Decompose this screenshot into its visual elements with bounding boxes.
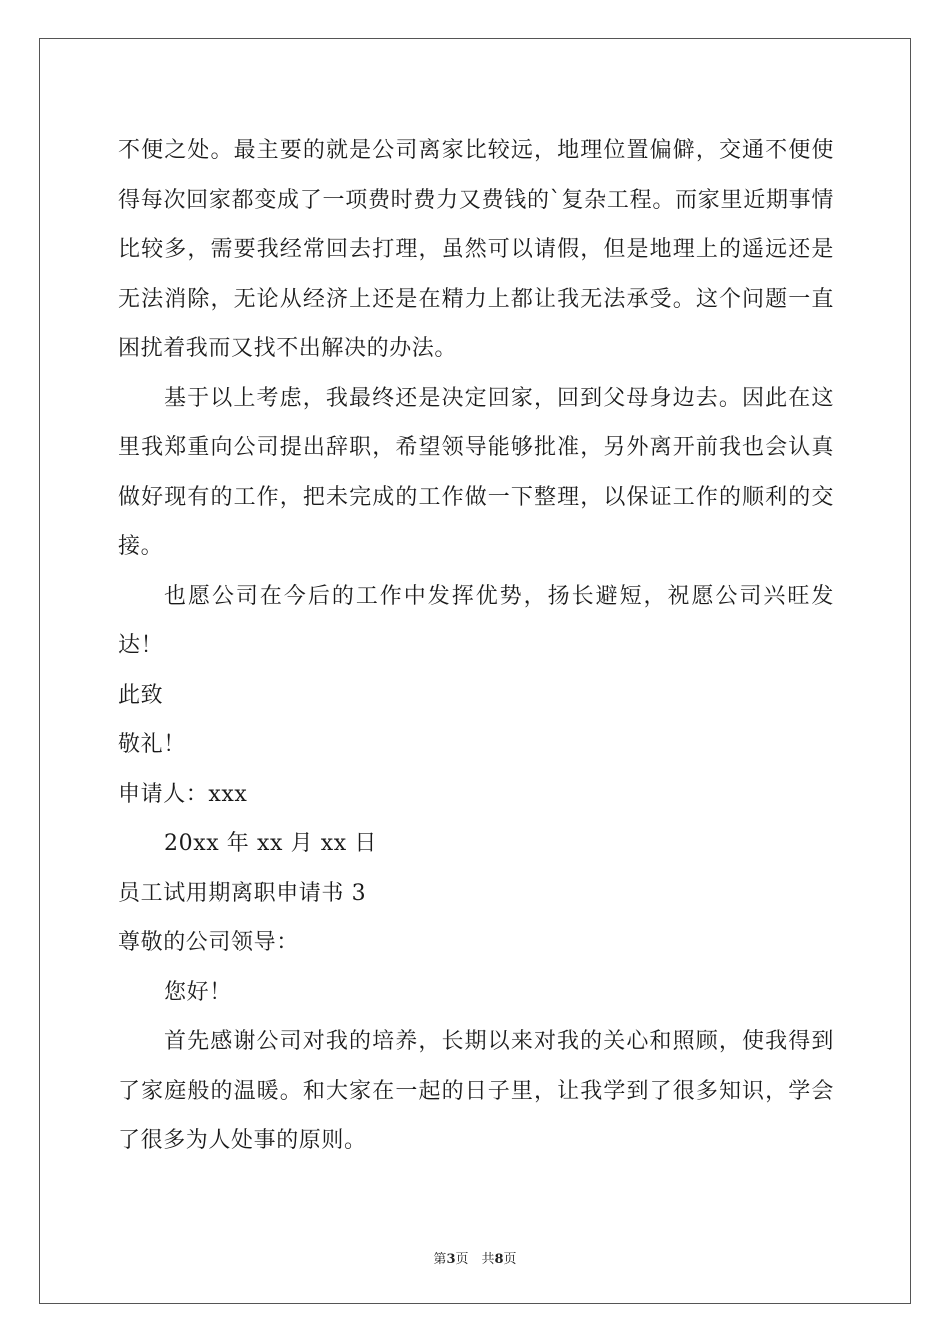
footer-suffix: 页 <box>503 1252 517 1267</box>
paragraph-wishes: 也愿公司在今后的工作中发挥优势，扬长避短，祝愿公司兴旺发达！ <box>118 583 834 658</box>
paragraph-decision: 基于以上考虑，我最终还是决定回家，回到父母身边去。因此在这里我郑重向公司提出辞职，希望领导能够批准，另外离开前我也会认真做好现有的工作，把未完成的工作做一下整理，以保证工作的顺利的交接。 <box>118 385 834 559</box>
footer-mid: 页 共 <box>455 1252 495 1267</box>
section-heading: 员工试用期离职申请书 3 <box>118 880 367 906</box>
page-footer <box>0 1248 950 1267</box>
salutation-line: 尊敬的公司领导： <box>118 930 299 955</box>
paragraph-gratitude: 首先感谢公司对我的培养，长期以来对我的关心和照顾，使我得到了家庭般的温暖。和大家在一起的日子里，让我学到了很多知识，学会了很多为人处事的原则。 <box>118 1029 834 1153</box>
closing-line-2: 敬礼！ <box>118 732 186 757</box>
date-line: 20xx 年 xx 月 xx 日 <box>164 831 378 856</box>
current-page-number: 3 <box>446 1252 456 1267</box>
footer-prefix: 第 <box>433 1252 447 1267</box>
paragraph-continuation: 不便之处。最主要的就是公司离家比较远，地理位置偏僻，交通不便使得每次回家都变成了一项费时费力又费钱的`复杂工程。而家里近期事情比较多，需要我经常回去打理，虽然可以请假，但是地理上的遥远还是无法消除，无论从经济上还是在精力上都让我无法承受。这个问题一直困扰着我而又找不出解决的办法。 <box>118 138 834 361</box>
total-page-number: 8 <box>494 1252 504 1267</box>
closing-line-1: 此致 <box>118 682 164 708</box>
document-body <box>118 126 834 1166</box>
applicant-line: 申请人：xxx <box>118 781 248 807</box>
greeting-line: 您好！ <box>164 979 232 1005</box>
